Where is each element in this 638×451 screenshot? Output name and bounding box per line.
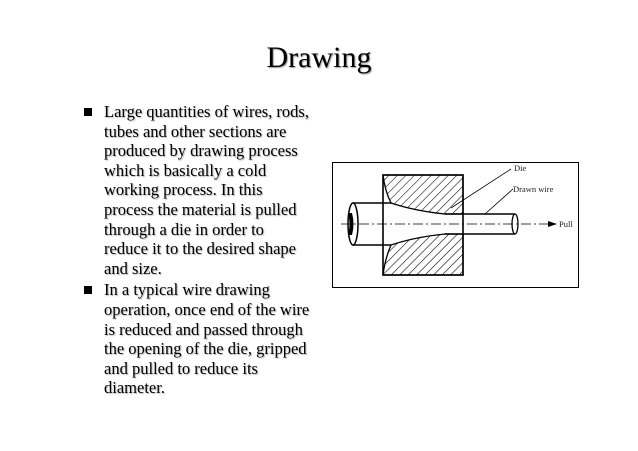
bullet-text-line: operation, once end of the wire xyxy=(104,299,310,319)
bullet-text-line: diameter. xyxy=(104,378,165,398)
bullet-text-line: and size. xyxy=(104,258,162,278)
bullet-text-line: produced by drawing process xyxy=(104,141,298,161)
bullet-text-line: tubes and other sections are xyxy=(104,121,287,141)
bullet-item xyxy=(80,280,342,398)
slide-title: Drawing xyxy=(266,41,372,74)
drawn-wire-leader-line xyxy=(485,189,513,214)
bullet-text-line: and pulled to reduce its xyxy=(104,358,258,378)
bullet-item xyxy=(80,102,342,278)
bullet-text-line: the opening of the die, gripped xyxy=(104,339,307,359)
die-label: Die xyxy=(514,163,527,173)
bullet-text-line: through a die in order to xyxy=(104,219,264,239)
die-lower-half xyxy=(383,234,463,275)
bullet-text-line: Large quantities of wires, rods, xyxy=(104,102,309,121)
drawn-wire-label: Drawn wire xyxy=(513,184,554,194)
bullet-list xyxy=(80,102,342,400)
die-upper-half xyxy=(383,175,463,214)
bullet-text-line: process the material is pulled xyxy=(104,199,297,219)
bullet-text-line: In a typical wire drawing xyxy=(104,280,270,300)
pull-label: Pull xyxy=(559,219,573,229)
bullet-text-line: which is basically a cold xyxy=(104,160,267,180)
square-bullet-icon xyxy=(84,108,92,116)
square-bullet-icon xyxy=(84,286,92,294)
bullet-text-line: reduce it to the desired shape xyxy=(104,239,296,259)
wire-drawing-figure xyxy=(332,162,579,288)
bullet-text-line: is reduced and passed through xyxy=(104,319,303,339)
wire-drawing-diagram xyxy=(333,163,578,287)
bullet-text-line: working process. In this xyxy=(104,180,263,200)
pull-arrow-icon xyxy=(548,221,557,227)
